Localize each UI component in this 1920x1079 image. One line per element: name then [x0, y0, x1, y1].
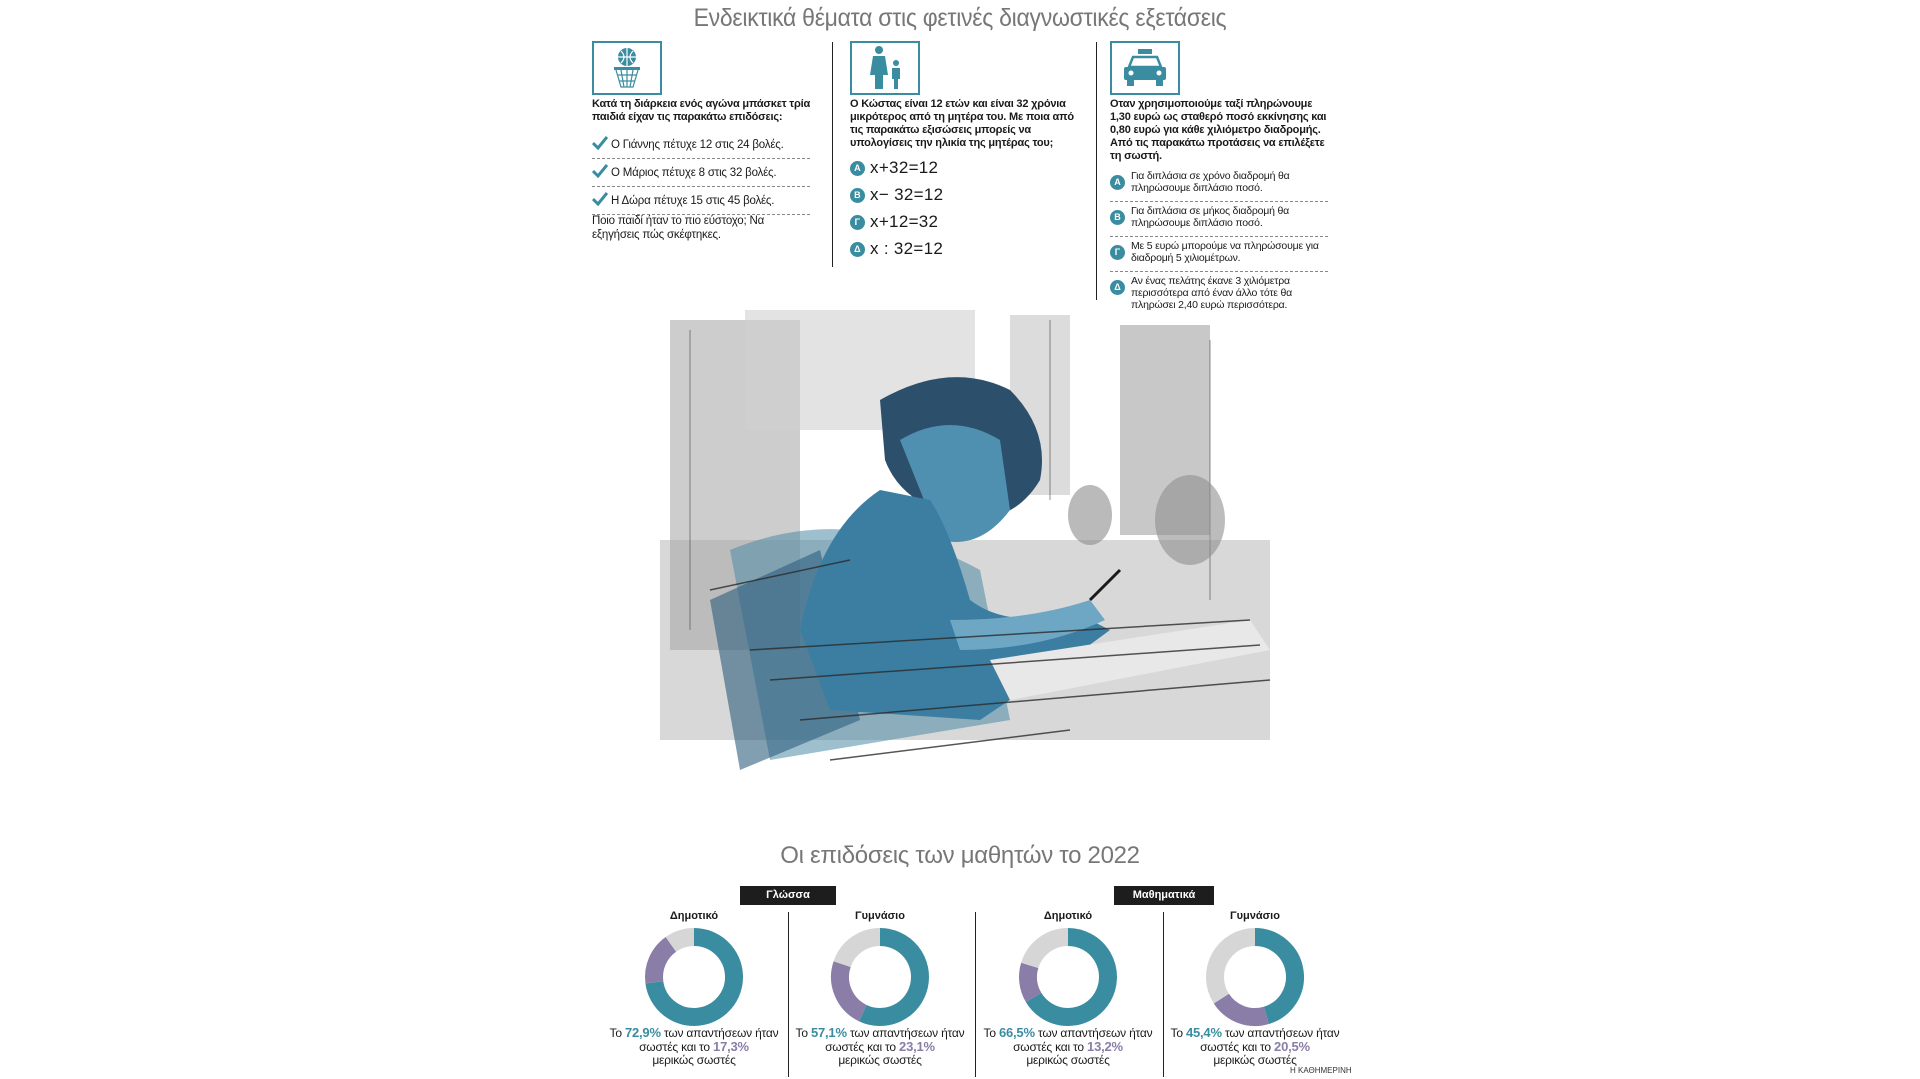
checkmark-icon	[592, 192, 608, 206]
checkmark-icon	[592, 136, 608, 150]
option-text: Με 5 ευρώ μπορούμε να πληρώσουμε για διαδρομή 5 χιλιομέτρων.	[1131, 240, 1319, 264]
column-divider	[832, 42, 833, 267]
donut-chart	[641, 924, 747, 1030]
option-c	[850, 212, 1070, 239]
q2-intro: Ο Κώστας είναι 12 ετών και είναι 32 χρόνια μικρότερος από τη μητέρα του. Με ποια από τις παρακάτω εξισώσεις μπορείς να υπολογίσεις την ηλικία της μητέρας του;	[850, 98, 1074, 149]
item-text: Ο Γιάννης πέτυχε 12 στις 24 βολές.	[611, 139, 784, 151]
slice-other	[1030, 937, 1068, 965]
subject-tag-language: Γλώσσα	[740, 886, 836, 905]
slice-partial	[1221, 999, 1266, 1017]
checkmark-icon	[592, 164, 608, 178]
option-text: Για διπλάσια σε χρόνο διαδρομή θα πληρώσουμε διπλάσιο ποσό.	[1131, 170, 1290, 194]
slice-partial	[654, 944, 671, 982]
donut-level-label: Γυμνάσιο	[855, 910, 905, 922]
slice-correct	[863, 937, 920, 1017]
q3-intro: Οταν χρησιμοποιούμε ταξί πληρώνουμε 1,30 ευρώ ως σταθερό ποσό εκκίνησης και 0,80 ευρώ για κάθε χιλιόμετρο διαδρομής. Από τις παρακάτω προτάσεις να επιλέξετε τη σωστή.	[1110, 98, 1327, 162]
option-text: x : 32=12	[870, 239, 944, 258]
partial-percent: 17,3%	[713, 1039, 749, 1054]
option-badge: Β	[850, 188, 865, 203]
option-text: Για διπλάσια σε μήκος διαδρομή θα πληρώσουμε διπλάσιο ποσό.	[1131, 205, 1289, 229]
donut-chart	[827, 924, 933, 1030]
correct-percent: 45,4%	[1185, 1025, 1222, 1040]
partial-percent: 20,5%	[1274, 1039, 1310, 1054]
option-d	[850, 239, 1070, 266]
donut-caption	[973, 1026, 1163, 1067]
option-a	[850, 158, 1070, 185]
option-text: x− 32=12	[870, 185, 944, 204]
caption-text: μερικώς σωστές	[1026, 1053, 1110, 1067]
subject-tag-math: Μαθηματικά	[1114, 886, 1214, 905]
mother-child-icon	[850, 41, 920, 95]
donut-level-label: Δημοτικό	[669, 910, 719, 922]
student-illustration	[650, 300, 1280, 835]
donut-chart	[1015, 924, 1121, 1030]
option-badge: Β	[1110, 210, 1125, 225]
q3-options	[1110, 168, 1328, 313]
option-b	[1110, 202, 1328, 237]
option-badge: Α	[1110, 175, 1125, 190]
donut-caption	[785, 1026, 975, 1067]
results-title: Οι επιδόσεις των μαθητών το 2022	[780, 842, 1140, 869]
caption-text: μερικώς σωστές	[652, 1053, 736, 1067]
option-badge: Γ	[1110, 245, 1125, 260]
option-b	[850, 185, 1070, 212]
slice-other	[1215, 937, 1255, 999]
option-text: x+12=32	[870, 212, 939, 231]
caption-text: Το	[983, 1026, 999, 1040]
item-text: Η Δώρα πέτυχε 15 στις 45 βολές.	[611, 195, 775, 207]
option-badge: Δ	[850, 242, 865, 257]
option-badge: Δ	[1110, 280, 1125, 295]
correct-percent: 57,1%	[810, 1025, 847, 1040]
column-divider	[1096, 42, 1097, 300]
partial-percent: 23,1%	[899, 1039, 935, 1054]
partial-percent: 13,2%	[1087, 1039, 1123, 1054]
q1-list	[592, 133, 810, 215]
caption-text: μερικώς σωστές	[1213, 1053, 1297, 1067]
caption-text: των απαντήσεων ήταν σωστές και το	[1200, 1026, 1340, 1054]
option-badge: Γ	[850, 215, 865, 230]
caption-text: των απαντήσεων ήταν σωστές και το	[1013, 1026, 1153, 1054]
donut-caption	[599, 1026, 789, 1067]
taxi-icon	[1110, 41, 1180, 95]
item-text: Ο Μάριος πέτυχε 8 στις 32 βολές.	[611, 167, 777, 179]
q2-options	[850, 158, 1070, 266]
caption-text: των απαντήσεων ήταν σωστές και το	[825, 1026, 965, 1054]
list-item	[592, 133, 810, 159]
correct-percent: 66,5%	[998, 1025, 1035, 1040]
q1-intro: Κατά τη διάρκεια ενός αγώνα μπάσκετ τρία παιδιά είχαν τις παρακάτω επιδόσεις:	[592, 98, 811, 123]
caption-text: Το	[1170, 1026, 1186, 1040]
basketball-hoop-icon	[592, 41, 662, 95]
q1-question: Ποιο παιδί ήταν το πιο εύστοχο; Να εξηγήσεις πώς σκέφτηκες.	[592, 215, 765, 241]
option-text: Αν ένας πελάτης έκανε 3 χιλιόμετρα περισσότερα από έναν άλλο τότε θα πληρώσει 2,40 ευρώ περισσότερα.	[1131, 275, 1292, 311]
option-c	[1110, 237, 1328, 272]
option-a	[1110, 168, 1328, 202]
slice-other	[842, 937, 880, 964]
donut-chart	[1202, 924, 1308, 1030]
donut-caption	[1160, 1026, 1350, 1067]
page-title: Ενδεικτικά θέματα στις φετινές διαγνωστικές εξετάσεις	[693, 4, 1227, 32]
slice-partial	[840, 964, 863, 1013]
list-item	[592, 187, 810, 215]
list-item	[592, 159, 810, 187]
donut-level-label: Γυμνάσιο	[1230, 910, 1280, 922]
slice-other	[671, 937, 694, 944]
slice-partial	[1028, 965, 1034, 997]
caption-text: των απαντήσεων ήταν σωστές και το	[639, 1026, 779, 1054]
caption-text: μερικώς σωστές	[838, 1053, 922, 1067]
correct-percent: 72,9%	[624, 1025, 661, 1040]
donut-level-label: Δημοτικό	[1043, 910, 1093, 922]
option-text: x+32=12	[870, 158, 939, 177]
footer-credit: Η ΚΑΘΗΜΕΡΙΝΗ	[1290, 1066, 1352, 1075]
option-badge: Α	[850, 161, 865, 176]
slice-correct	[1255, 937, 1295, 1015]
caption-text: Το	[795, 1026, 811, 1040]
caption-text: Το	[609, 1026, 625, 1040]
